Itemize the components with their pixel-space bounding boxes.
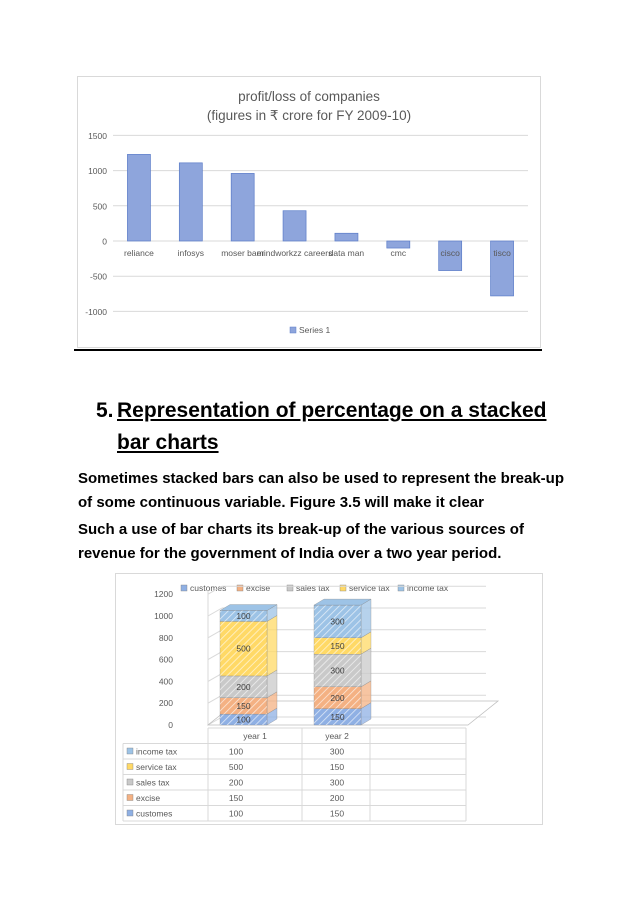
x-tick-label: cisco [440, 248, 460, 258]
legend-swatch [181, 585, 187, 591]
chart-subtitle: (figures in ₹ crore for FY 2009-10) [206, 108, 412, 123]
table-cell: 150 [329, 762, 345, 772]
bar-segment-side [361, 599, 371, 638]
table-row-label: excise [136, 793, 161, 803]
data-label: 150 [330, 640, 345, 651]
bar [283, 211, 306, 241]
y-tick-label: 0 [102, 236, 107, 247]
y-tick-label: 600 [158, 654, 173, 665]
bar-segment-side [267, 615, 277, 676]
table-cell: 200 [329, 793, 345, 803]
revenue-stacked-chart [115, 573, 543, 825]
table-cell: 500 [228, 762, 244, 772]
x-tick-label: data man [328, 248, 365, 258]
table-cell: 200 [228, 777, 244, 788]
table-row-label: sales tax [136, 777, 170, 788]
y-tick-label: 1200 [154, 589, 173, 600]
y-tick-label: -500 [89, 271, 107, 282]
y-tick-label: 800 [158, 632, 173, 643]
data-label: 200 [330, 692, 345, 703]
bar [387, 241, 410, 248]
bar [179, 163, 202, 241]
y-tick-label: -1000 [85, 306, 107, 317]
table-cell: 100 [228, 808, 244, 819]
bar-top [314, 599, 371, 605]
y-tick-label: 1000 [154, 611, 173, 621]
legend-label: customes [190, 583, 227, 593]
table-row-label: customes [136, 808, 173, 819]
table-cell: 300 [329, 746, 345, 757]
data-label: 150 [236, 700, 251, 711]
heading-text: Representation of percentage on a stacked bar charts [117, 399, 547, 454]
x-tick-label: cmc [390, 248, 407, 258]
data-label: 300 [330, 616, 345, 627]
data-label: 100 [236, 714, 251, 725]
table-row-swatch [127, 748, 133, 754]
legend-label: sales tax [296, 583, 330, 593]
table-row-label: service tax [136, 762, 177, 772]
bar [231, 173, 254, 241]
profit-loss-chart [77, 76, 541, 348]
revenue-stacked-chart-svg [116, 574, 542, 824]
x-tick-label: mindworkzz careers [256, 248, 333, 258]
y-tick-label: 1500 [88, 130, 107, 141]
x-tick-label: infosys [177, 248, 205, 258]
y-tick-label: 200 [158, 698, 173, 709]
legend-label: excise [246, 583, 271, 593]
heading-number: 5. [96, 399, 114, 422]
table-row-swatch [127, 810, 133, 816]
table-cell: 150 [228, 793, 244, 803]
y-tick-label: 1000 [88, 166, 107, 177]
bar [335, 233, 358, 241]
table-col-header: year 2 [325, 731, 349, 741]
table-col-header: year 1 [243, 731, 267, 741]
table-row-swatch [127, 795, 133, 801]
table-cell: 300 [329, 777, 345, 788]
chart-title: profit/loss of companies [238, 89, 380, 104]
profit-loss-chart-svg [78, 77, 540, 347]
legend-label: income tax [407, 583, 449, 593]
table-cell: 150 [329, 808, 345, 819]
table-row-swatch [127, 764, 133, 770]
bar-top [220, 605, 277, 611]
x-tick-label: reliance [124, 248, 154, 258]
legend-label: service tax [349, 583, 390, 593]
data-label: 200 [236, 681, 251, 692]
y-tick-label: 500 [92, 201, 107, 212]
data-label: 300 [330, 665, 345, 676]
data-label: 100 [236, 611, 251, 621]
legend-label: Series 1 [299, 325, 331, 335]
table-row-swatch [127, 779, 133, 785]
table-row-label: income tax [136, 746, 178, 757]
legend-swatch [290, 327, 296, 333]
y-tick-label: 0 [168, 720, 173, 730]
table-cell: 100 [228, 746, 244, 757]
paragraph-2: Such a use of bar charts its break-up of the various sources of revenue for the government of India over a two year period. [78, 521, 524, 562]
data-label: 500 [236, 643, 251, 654]
paragraph-1: Sometimes stacked bars can also be used to represent the break-up of some continuous variable. Figure 3.5 will make it clear [78, 470, 565, 511]
bar [127, 154, 150, 241]
x-tick-label: tisco [493, 248, 511, 258]
x-tick-label: moser baer [221, 248, 265, 258]
data-label: 150 [330, 711, 345, 722]
bar-segment-side [361, 648, 371, 687]
y-tick-label: 400 [158, 676, 173, 687]
horizontal-rule [74, 349, 542, 351]
